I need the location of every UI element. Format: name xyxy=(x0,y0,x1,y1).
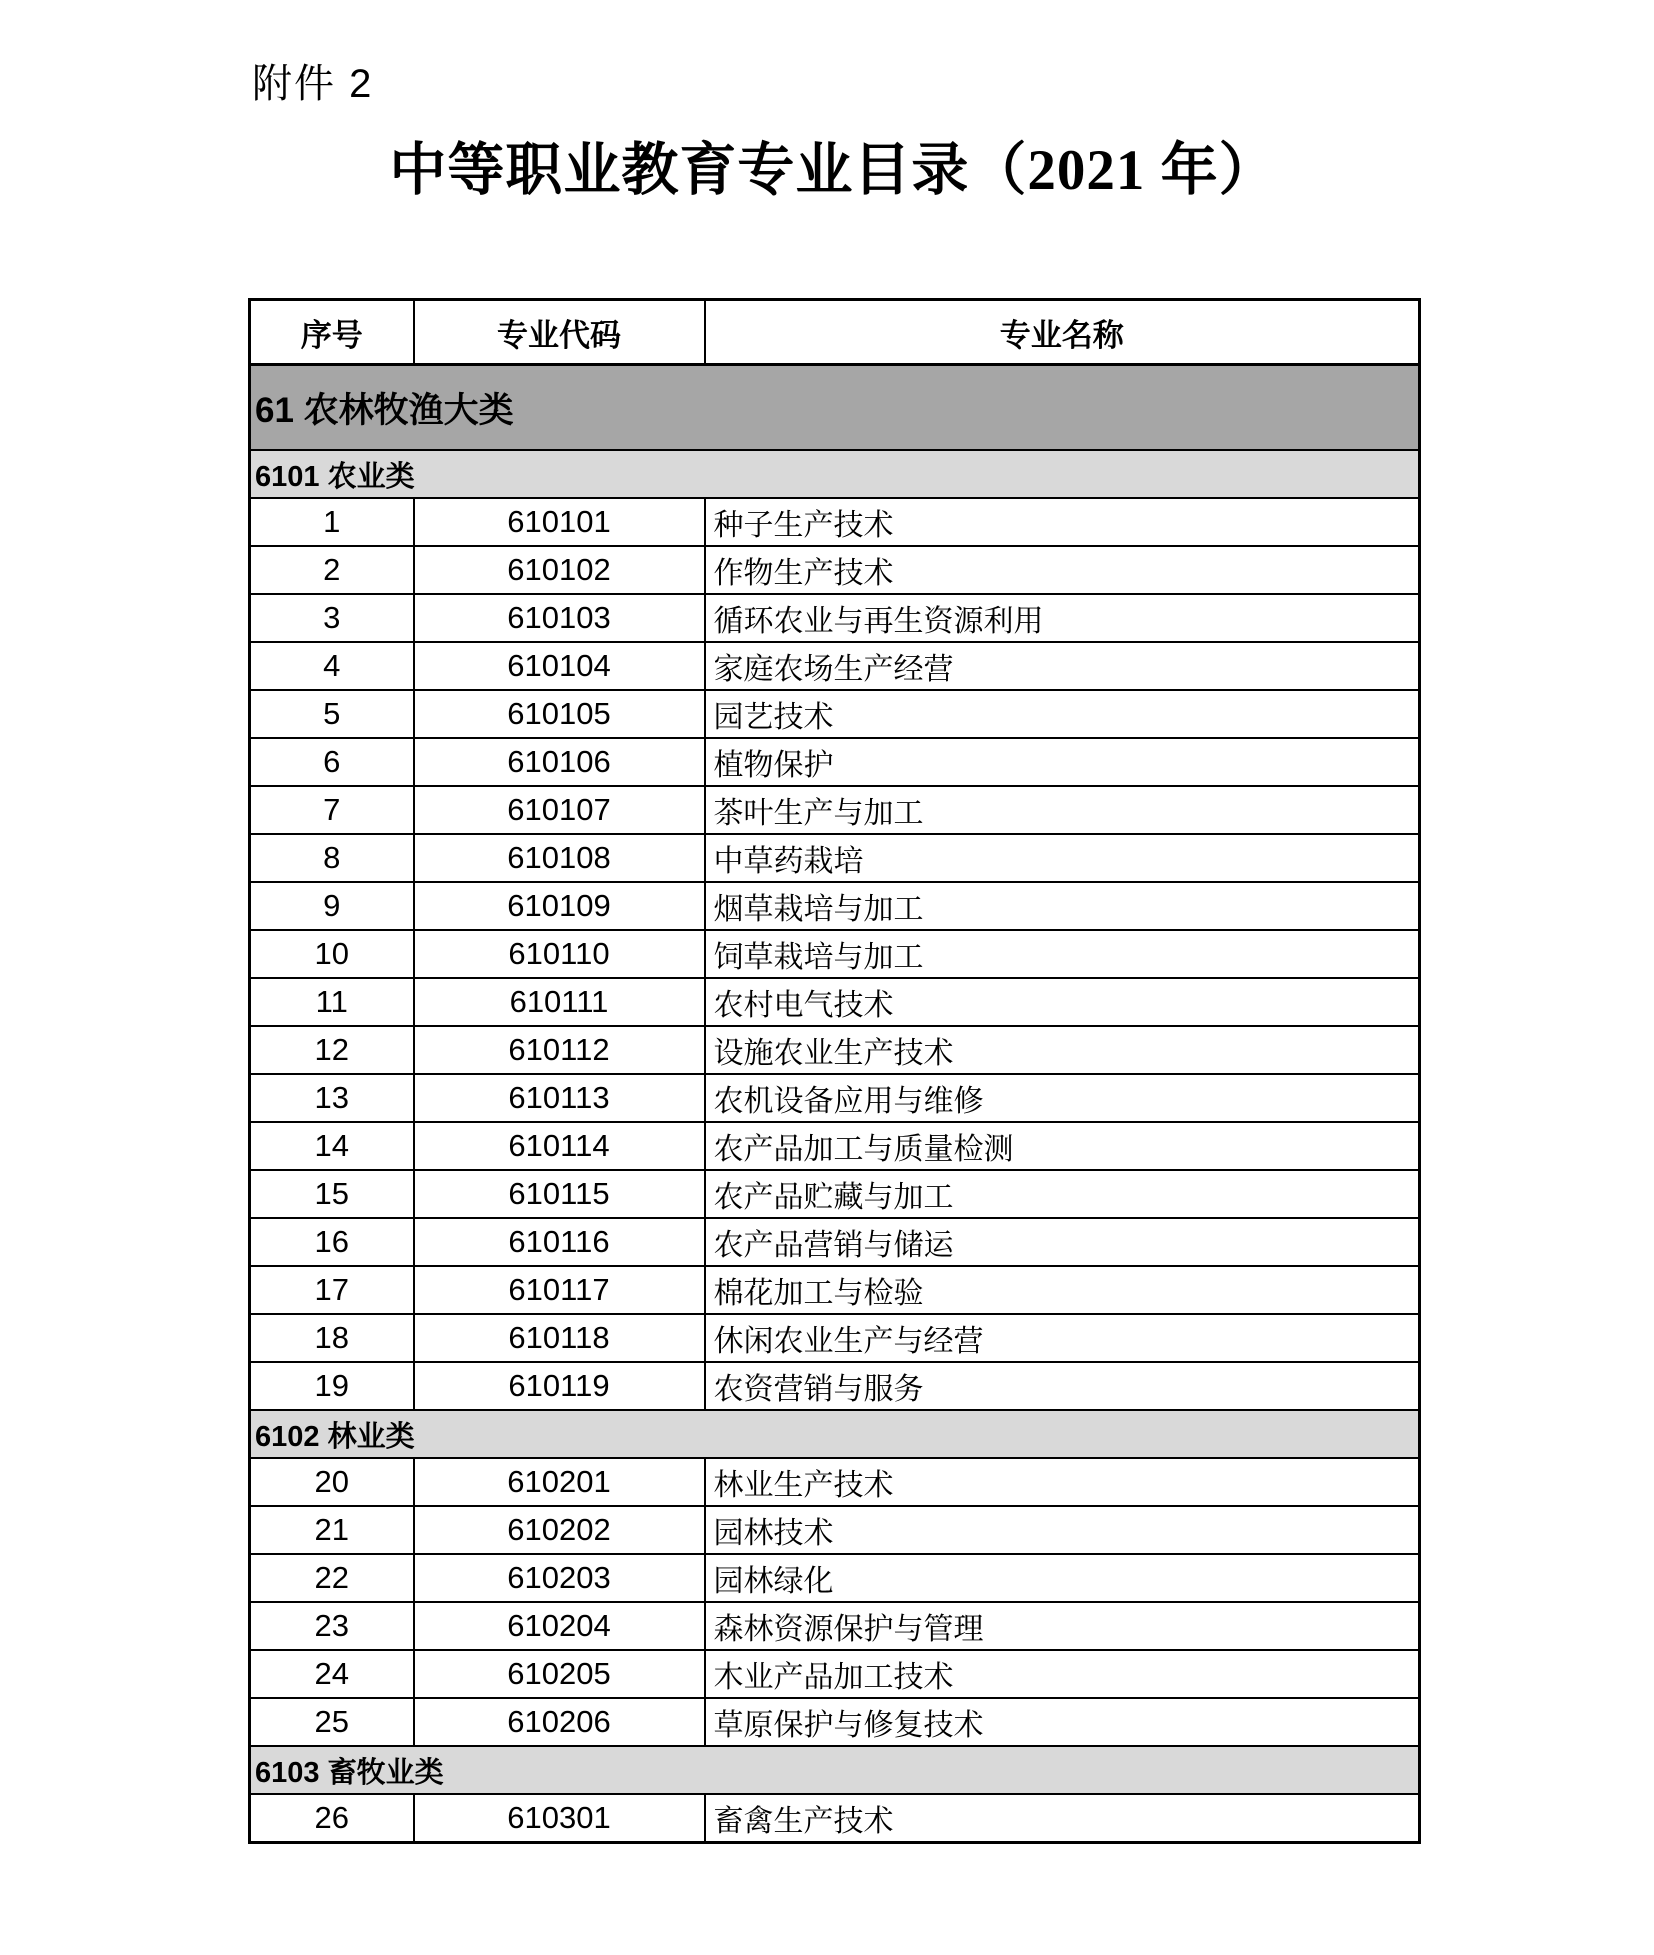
major-code: 610301 xyxy=(414,1794,705,1843)
major-code: 610101 xyxy=(414,498,705,546)
table-row xyxy=(250,834,1420,882)
table-row xyxy=(250,1074,1420,1122)
major-no: 22 xyxy=(250,1554,414,1602)
major-code: 610104 xyxy=(414,642,705,690)
column-header-code: 专业代码 xyxy=(414,300,705,365)
major-code: 610116 xyxy=(414,1218,705,1266)
major-no: 24 xyxy=(250,1650,414,1698)
header-row xyxy=(250,300,1420,365)
major-no: 12 xyxy=(250,1026,414,1074)
table-row xyxy=(250,1602,1420,1650)
major-no: 11 xyxy=(250,978,414,1026)
major-no: 4 xyxy=(250,642,414,690)
major-code: 610110 xyxy=(414,930,705,978)
major-no: 8 xyxy=(250,834,414,882)
table-row xyxy=(250,1218,1420,1266)
major-no: 6 xyxy=(250,738,414,786)
table-row xyxy=(250,978,1420,1026)
attachment-label: 附件 2 xyxy=(252,62,374,106)
major-code: 610205 xyxy=(414,1650,705,1698)
major-code: 610117 xyxy=(414,1266,705,1314)
major-name: 作物生产技术 xyxy=(705,546,1420,594)
table-row xyxy=(250,1506,1420,1554)
table-row xyxy=(250,882,1420,930)
major-name: 饲草栽培与加工 xyxy=(705,930,1420,978)
major-name: 茶叶生产与加工 xyxy=(705,786,1420,834)
table-row xyxy=(250,546,1420,594)
major-name: 设施农业生产技术 xyxy=(705,1026,1420,1074)
major-no: 9 xyxy=(250,882,414,930)
major-no: 1 xyxy=(250,498,414,546)
major-name: 农产品贮藏与加工 xyxy=(705,1170,1420,1218)
major-no: 19 xyxy=(250,1362,414,1410)
major-name: 循环农业与再生资源利用 xyxy=(705,594,1420,642)
major-code: 610206 xyxy=(414,1698,705,1746)
table-row xyxy=(250,1122,1420,1170)
subcategory-label: 6101 农业类 xyxy=(250,450,1420,498)
major-code: 610113 xyxy=(414,1074,705,1122)
major-name: 森林资源保护与管理 xyxy=(705,1602,1420,1650)
major-name: 农产品营销与储运 xyxy=(705,1218,1420,1266)
major-no: 10 xyxy=(250,930,414,978)
subcategory-label: 6102 林业类 xyxy=(250,1410,1420,1458)
major-code: 610106 xyxy=(414,738,705,786)
major-name: 烟草栽培与加工 xyxy=(705,882,1420,930)
category-row xyxy=(250,365,1420,451)
major-no: 26 xyxy=(250,1794,414,1843)
major-no: 23 xyxy=(250,1602,414,1650)
table-row xyxy=(250,1794,1420,1843)
major-name: 棉花加工与检验 xyxy=(705,1266,1420,1314)
major-name: 木业产品加工技术 xyxy=(705,1650,1420,1698)
major-code: 610112 xyxy=(414,1026,705,1074)
subcategory-row xyxy=(250,1746,1420,1794)
major-no: 25 xyxy=(250,1698,414,1746)
major-name: 农机设备应用与维修 xyxy=(705,1074,1420,1122)
majors-catalog-table xyxy=(248,298,1421,1844)
major-name: 农资营销与服务 xyxy=(705,1362,1420,1410)
major-name: 农产品加工与质量检测 xyxy=(705,1122,1420,1170)
table-row xyxy=(250,738,1420,786)
major-name: 畜禽生产技术 xyxy=(705,1794,1420,1843)
major-name: 园林绿化 xyxy=(705,1554,1420,1602)
major-code: 610201 xyxy=(414,1458,705,1506)
major-no: 21 xyxy=(250,1506,414,1554)
table-row xyxy=(250,1698,1420,1746)
major-no: 3 xyxy=(250,594,414,642)
major-no: 2 xyxy=(250,546,414,594)
table-row xyxy=(250,642,1420,690)
major-name: 休闲农业生产与经营 xyxy=(705,1314,1420,1362)
major-code: 610107 xyxy=(414,786,705,834)
table-row xyxy=(250,930,1420,978)
major-code: 610108 xyxy=(414,834,705,882)
major-name: 植物保护 xyxy=(705,738,1420,786)
table-row xyxy=(250,1026,1420,1074)
table-header xyxy=(250,300,1420,365)
major-name: 家庭农场生产经营 xyxy=(705,642,1420,690)
major-code: 610109 xyxy=(414,882,705,930)
major-no: 15 xyxy=(250,1170,414,1218)
major-no: 16 xyxy=(250,1218,414,1266)
major-code: 610118 xyxy=(414,1314,705,1362)
table-row xyxy=(250,1170,1420,1218)
table-row xyxy=(250,786,1420,834)
major-no: 14 xyxy=(250,1122,414,1170)
major-code: 610119 xyxy=(414,1362,705,1410)
major-name: 林业生产技术 xyxy=(705,1458,1420,1506)
major-code: 610115 xyxy=(414,1170,705,1218)
major-name: 中草药栽培 xyxy=(705,834,1420,882)
table-row xyxy=(250,1554,1420,1602)
table-row xyxy=(250,498,1420,546)
subcategory-row xyxy=(250,1410,1420,1458)
table-row xyxy=(250,1650,1420,1698)
major-code: 610204 xyxy=(414,1602,705,1650)
major-code: 610105 xyxy=(414,690,705,738)
table-body xyxy=(250,365,1420,1843)
major-no: 20 xyxy=(250,1458,414,1506)
major-name: 园艺技术 xyxy=(705,690,1420,738)
table-row xyxy=(250,690,1420,738)
subcategory-row xyxy=(250,450,1420,498)
major-no: 5 xyxy=(250,690,414,738)
major-name: 种子生产技术 xyxy=(705,498,1420,546)
column-header-name: 专业名称 xyxy=(705,300,1420,365)
major-name: 草原保护与修复技术 xyxy=(705,1698,1420,1746)
major-name: 农村电气技术 xyxy=(705,978,1420,1026)
table-row xyxy=(250,1314,1420,1362)
table-row xyxy=(250,1362,1420,1410)
category-label: 61 农林牧渔大类 xyxy=(250,365,1420,451)
major-no: 13 xyxy=(250,1074,414,1122)
major-code: 610111 xyxy=(414,978,705,1026)
table-row xyxy=(250,1458,1420,1506)
column-header-no: 序号 xyxy=(250,300,414,365)
major-code: 610203 xyxy=(414,1554,705,1602)
major-code: 610102 xyxy=(414,546,705,594)
page-title: 中等职业教育专业目录（2021 年） xyxy=(389,139,1277,202)
table-row xyxy=(250,1266,1420,1314)
table-row xyxy=(250,594,1420,642)
subcategory-label: 6103 畜牧业类 xyxy=(250,1746,1420,1794)
major-name: 园林技术 xyxy=(705,1506,1420,1554)
major-code: 610103 xyxy=(414,594,705,642)
major-code: 610202 xyxy=(414,1506,705,1554)
major-code: 610114 xyxy=(414,1122,705,1170)
major-no: 17 xyxy=(250,1266,414,1314)
major-no: 18 xyxy=(250,1314,414,1362)
major-no: 7 xyxy=(250,786,414,834)
